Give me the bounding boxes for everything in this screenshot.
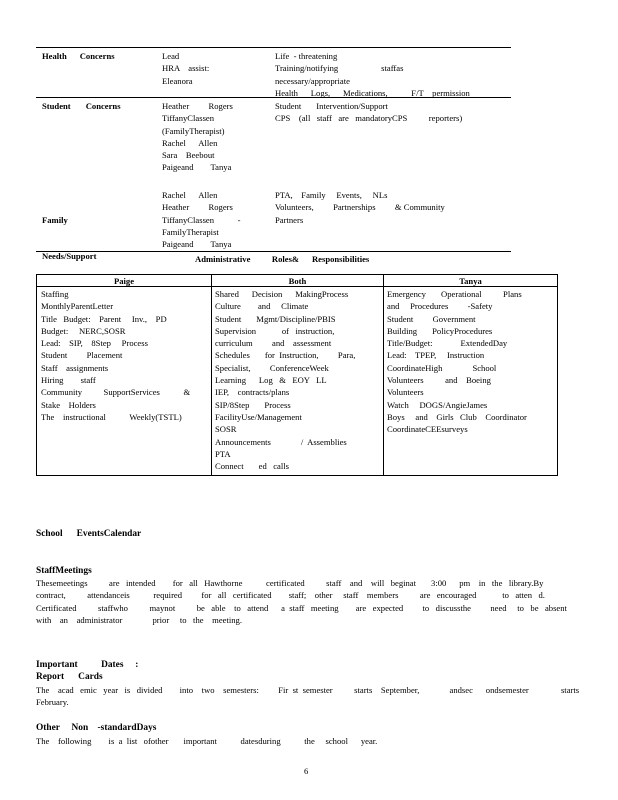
role-line: SIP/8Step Process xyxy=(215,399,291,410)
top-table-rule-1 xyxy=(36,97,511,98)
responsibility-line: Health Logs, Medications, F/T permission xyxy=(275,87,470,98)
role-line: Watch DOGS/AngieJames xyxy=(387,399,488,410)
role-line: Staff assignments xyxy=(41,362,109,373)
top-table-rule-top xyxy=(36,47,511,48)
role-line: Budget: NERC,SOSR xyxy=(41,325,126,336)
row-people-health xyxy=(162,50,209,87)
role-line: Lead: SIP, 8Step Process xyxy=(41,338,148,349)
row-responsibilities-health xyxy=(275,50,470,99)
person-line: FamilyTherapist xyxy=(162,226,219,237)
school-events-calendar-heading: School EventsCalendar xyxy=(36,529,142,539)
role-line: CoordinateHigh School xyxy=(387,362,497,373)
role-line: Shared Decision MakingProcess xyxy=(215,289,349,299)
responsibility-line: necessary/appropriate xyxy=(275,75,350,86)
role-line: curriculum and assessment xyxy=(215,338,332,349)
role-line: SOSR xyxy=(215,424,237,435)
roles-header-both: Both xyxy=(288,276,307,286)
row-people-family xyxy=(162,189,241,250)
row-responsibilities-family xyxy=(275,189,445,226)
person-line: Rachel Allen xyxy=(162,190,218,200)
row-category-health: Health Concerns xyxy=(42,51,115,61)
role-line: IEP, contracts/plans xyxy=(215,387,290,398)
person-line: TiffanyClassen xyxy=(162,113,215,124)
row-people-student xyxy=(162,100,233,174)
paragraph-line: with an administrator prior to the meeting. xyxy=(36,614,242,625)
other-non-standard-days-text: The following is a list ofother important datesduring the school year. xyxy=(36,736,378,746)
paragraph-line: Thesemeetings are intended for all Hawthorne certificated staff and will beginat 3:00 pm in the library.By xyxy=(36,578,544,588)
roles-column-paige xyxy=(41,288,190,423)
person-line: Rachel Allen xyxy=(162,137,218,148)
role-line: PTA xyxy=(215,448,231,459)
person-line: TiffanyClassen - xyxy=(162,214,241,225)
paragraph-line: Certificated staffwho maynot be able to attend a staff meeting are expected to discussthe need to be absent xyxy=(36,602,567,613)
roles-table-border-right xyxy=(557,274,558,475)
role-line: The instructional Weekly(TSTL) xyxy=(41,411,182,422)
role-line: Student Placement xyxy=(41,350,123,361)
role-line: Culture and Climate xyxy=(215,301,309,312)
role-line: Emergency Operational Plans xyxy=(387,289,522,299)
role-line: Volunteers xyxy=(387,387,424,398)
roles-table-rule-bottom xyxy=(36,475,558,476)
person-line: Sara Beebout xyxy=(162,150,215,161)
role-line: and Procedures -Safety xyxy=(387,301,493,312)
row-category-family xyxy=(42,189,96,275)
person-line: Lead xyxy=(162,51,180,61)
admin-roles-title: Administrative Roles& Responsibilities xyxy=(195,254,370,264)
staff-meetings-paragraph xyxy=(36,577,567,626)
role-line: Student Mgmt/Discipline/PBIS xyxy=(215,313,336,324)
role-line: Learning Log & EOY LL xyxy=(215,375,327,386)
role-line: Connect ed calls xyxy=(215,461,289,472)
roles-table-border-left xyxy=(36,274,37,475)
responsibility-line: CPS (all staff are mandatoryCPS reporters) xyxy=(275,113,463,124)
role-line: MonthlyParentLetter xyxy=(41,301,114,312)
role-line: Building PolicyProcedures xyxy=(387,325,493,336)
person-line: (FamilyTherapist) xyxy=(162,125,225,136)
role-line: Title Budget: Parent Inv., PD xyxy=(41,313,167,324)
role-line: Stake Holders xyxy=(41,399,96,410)
paragraph-line: February. xyxy=(36,697,69,708)
role-line: Hiring staff xyxy=(41,375,96,386)
category-line: Family xyxy=(42,214,68,225)
role-line: Specialist, ConferenceWeek xyxy=(215,362,329,373)
paragraph-line: contract, attendanceis required for all certificated staff; other staff members are encouraged to atten d. xyxy=(36,590,545,601)
roles-table-divider-2 xyxy=(383,274,384,475)
responsibility-line: Life - threatening xyxy=(275,51,338,61)
person-line: Heather Rogers xyxy=(162,101,233,111)
role-line: Community SupportServices & xyxy=(41,387,191,398)
role-line: Student Government xyxy=(387,313,476,324)
role-line: Boys and Girls Club Coordinator xyxy=(387,411,527,422)
role-line: Volunteers and Boeing xyxy=(387,375,491,386)
responsibility-line: Volunteers, Partnerships & Community xyxy=(275,202,445,213)
roles-header-paige: Paige xyxy=(113,276,135,286)
role-line: Title/Budget: ExtendedDay xyxy=(387,338,508,349)
page-number: 6 xyxy=(304,766,309,776)
person-line: Paigeand Tanya xyxy=(162,239,232,250)
roles-column-tanya xyxy=(387,288,527,436)
role-line: Announcements / Assemblies xyxy=(215,436,347,447)
role-line: CoordinateCEEsurveys xyxy=(387,424,468,435)
role-line: Staffing xyxy=(41,289,69,299)
person-line: HRA assist: xyxy=(162,63,210,74)
report-cards-heading: Report Cards xyxy=(36,672,103,682)
report-cards-paragraph xyxy=(36,684,580,709)
category-line: Needs/Support xyxy=(42,251,97,262)
top-table-rule-bottom xyxy=(36,251,511,252)
important-dates-heading: Important Dates : xyxy=(36,660,139,670)
responsibility-line: Student Intervention/Support xyxy=(275,101,388,111)
person-line: Heather Rogers xyxy=(162,202,233,213)
row-category-student: Student Concerns xyxy=(42,101,121,111)
role-line: Schedules for Instruction, Para, xyxy=(215,350,356,361)
role-line: FacilityUse/Management xyxy=(215,411,302,422)
staff-meetings-heading: StaffMeetings xyxy=(36,566,92,576)
roles-header-tanya: Tanya xyxy=(459,276,482,286)
responsibility-line: Training/notifying staffas xyxy=(275,63,404,74)
responsibility-line: PTA, Family Events, NLs xyxy=(275,190,388,200)
roles-column-both xyxy=(215,288,355,472)
paragraph-line: The acad emic year is divided into two semesters: Fir st semester starts September, andsec ondsemester starts xyxy=(36,685,580,695)
responsibility-line: Partners xyxy=(275,214,304,225)
person-line: Eleanora xyxy=(162,75,193,86)
person-line: Paigeand Tanya xyxy=(162,162,232,173)
roles-table-divider-1 xyxy=(211,274,212,475)
other-non-standard-days-heading: Other Non -standardDays xyxy=(36,723,157,733)
role-line: Supervision of instruction, xyxy=(215,325,335,336)
role-line: Lead: TPEP, Instruction xyxy=(387,350,485,361)
row-responsibilities-student xyxy=(275,100,462,125)
